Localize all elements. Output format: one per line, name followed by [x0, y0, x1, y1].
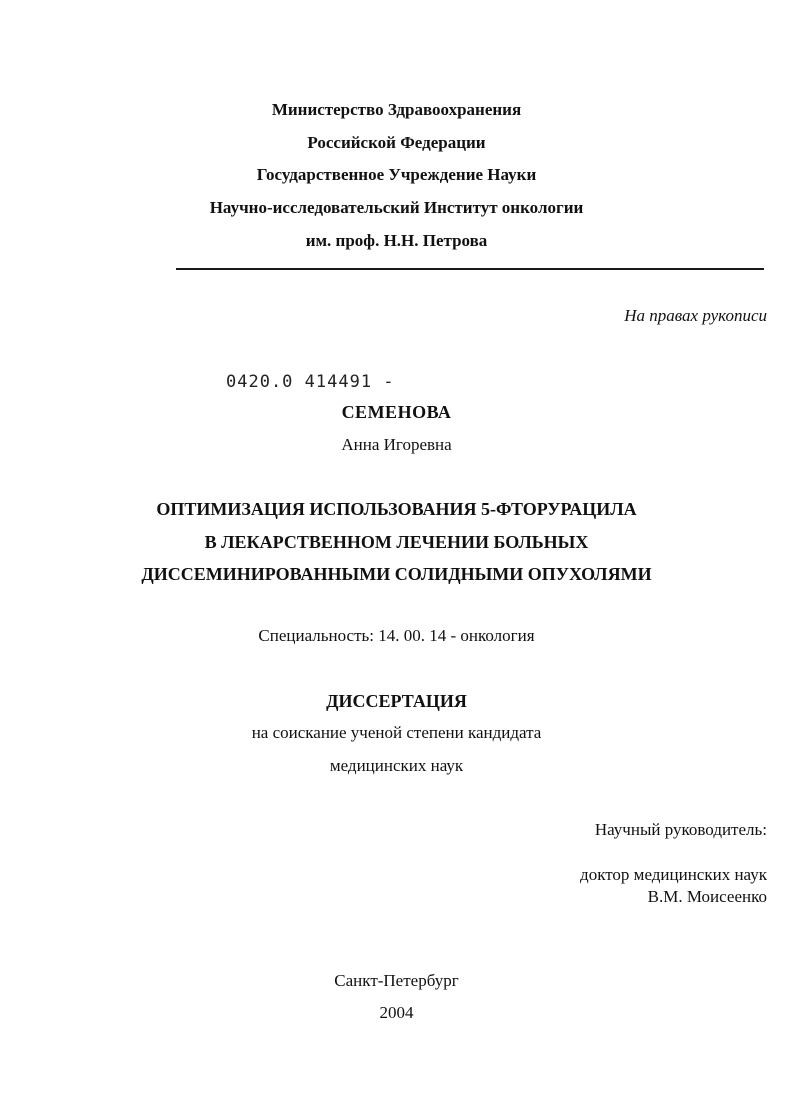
degree-line-2: медицинских наук — [329, 756, 464, 775]
degree-line-1: на соискание ученой степени кандидата — [251, 723, 542, 742]
supervisor-label: Научный руководитель: — [594, 820, 767, 839]
institution-line-institute: Научно-исследовательский Институт онкологии — [209, 198, 584, 217]
institution-line-named-after: им. проф. Н.Н. Петрова — [305, 231, 488, 250]
supervisor-name: В.М. Моисеенко — [647, 887, 767, 906]
city: Санкт-Петербург — [334, 971, 459, 990]
institution-line-agency: Государственное Учреждение Науки — [256, 165, 537, 184]
author-given-names: Анна Игоревна — [341, 435, 452, 454]
archive-number-stamp: 0420.0 414491 - — [226, 372, 395, 392]
document-type: ДИССЕРТАЦИЯ — [326, 691, 467, 711]
specialty-line: Специальность: 14. 00. 14 - онкология — [258, 626, 535, 645]
author-surname: СЕМЕНОВА — [341, 402, 452, 422]
header-divider — [176, 268, 764, 270]
institution-line-ministry: Министерство Здравоохранения — [271, 100, 522, 119]
title-line-1: ОПТИМИЗАЦИЯ ИСПОЛЬЗОВАНИЯ 5-ФТОРУРАЦИЛА — [156, 499, 637, 519]
year: 2004 — [379, 1003, 414, 1022]
manuscript-note: На правах рукописи — [624, 306, 767, 325]
supervisor-title: доктор медицинских наук — [580, 865, 767, 884]
title-line-2: В ЛЕКАРСТВЕННОМ ЛЕЧЕНИИ БОЛЬНЫХ — [204, 532, 589, 552]
institution-line-country: Российской Федерации — [307, 133, 486, 152]
supervisor-block — [580, 864, 767, 908]
title-line-3: ДИССЕМИНИРОВАННЫМИ СОЛИДНЫМИ ОПУХОЛЯМИ — [141, 564, 652, 584]
